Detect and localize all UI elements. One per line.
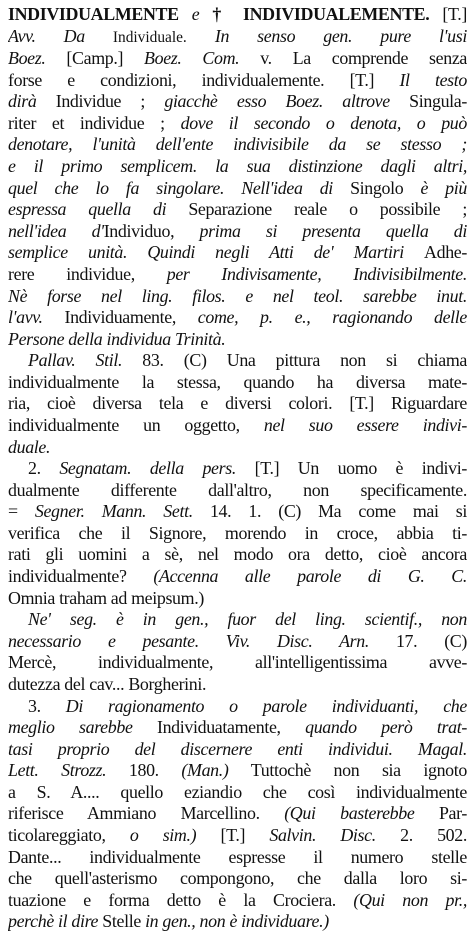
text-run: tuazione e forma detto è la Crociera. (8, 889, 354, 910)
text-line (8, 760, 467, 782)
text-line (8, 199, 467, 221)
text-line (8, 70, 467, 92)
text-run: Mercè, individualmente, all'intelligentissima avve- (8, 652, 467, 673)
text-run: = (8, 501, 35, 522)
text-run: INDIVIDUALMENTE (8, 4, 179, 24)
text-run: dutezza del cav... Borgherini. (8, 673, 207, 694)
text-run: Lett. Strozz. (8, 760, 107, 781)
text-line (8, 674, 467, 696)
text-line (8, 480, 467, 502)
text-line (8, 458, 467, 480)
text-run: [T.] (196, 824, 270, 845)
text-line (8, 825, 467, 847)
text-line (8, 890, 467, 912)
text-run: individualmente un oggetto, (8, 414, 264, 435)
text-run: Separazione reale o possibile ; (188, 199, 467, 220)
text-run: necessario e pesante. Viv. Disc. Arn. (8, 630, 369, 651)
text-run: (Man.) (181, 760, 229, 781)
text-line (8, 415, 467, 437)
text-line (8, 221, 467, 243)
text-line (8, 696, 467, 718)
text-run: [T.] (429, 4, 467, 24)
text-line (8, 652, 467, 674)
entry-paragraph (8, 696, 467, 933)
text-run: Individuale. (112, 28, 187, 46)
text-run: o sim.) (129, 824, 197, 845)
text-line (8, 113, 467, 135)
text-run: Individuatamente, (156, 717, 306, 738)
text-run: † INDIVIDUALEMENTE. (212, 4, 430, 24)
text-run: 2. (28, 458, 60, 479)
text-line (8, 437, 467, 459)
text-run: Boez. Com. (144, 48, 240, 69)
text-run: dove il secondo o denota, o può (180, 112, 467, 133)
text-line (8, 4, 467, 26)
text-line (8, 156, 467, 178)
text-run: Omnia traham ad meipsum.) (8, 587, 204, 608)
text-run: Ne' seg. è in gen., fuor del ling. scientif., non (28, 609, 467, 630)
text-line (8, 393, 467, 415)
text-run: semplice unità. Quindi negli Atti de' Martiri (8, 242, 425, 263)
text-run: Dante... individualmente espresse il numero stelle (8, 846, 467, 867)
text-run: individualmente? (8, 566, 154, 587)
text-line (8, 868, 467, 890)
text-run: rati gli uomini a sè, nel modo ora detto, cioè ancora (8, 544, 467, 565)
text-run: 3. (28, 695, 66, 716)
text-run: quel che lo fa singolare. Nell'idea di (8, 177, 351, 198)
text-run: perchè il dire (8, 911, 103, 932)
text-run: Boez. (8, 48, 46, 69)
text-run: riferisce Ammiano Marcellino. (8, 803, 285, 824)
text-run: denotare, l'unità dell'ente indivisibile da se stesso ; (8, 134, 467, 155)
entry-paragraph (8, 4, 467, 350)
text-run: Stelle (102, 911, 146, 932)
text-run: Il testo (399, 69, 467, 90)
text-run: Di ragionamento o parole individuanti, che (65, 695, 467, 716)
text-line (8, 242, 467, 264)
text-run: (Accenna alle parole di G. C. (153, 566, 467, 587)
text-run: ticolareggiato, (8, 824, 130, 845)
text-run: è più (420, 177, 467, 198)
text-run: rere individue, (8, 263, 167, 284)
text-run: l'avv. (8, 307, 65, 328)
text-run: riter et individue ; (8, 112, 181, 133)
text-run: Avv. Da (8, 25, 113, 46)
text-run: in gen., non è individuare.) (145, 911, 329, 932)
text-run: e il primo semplicem. la sua distinzione dagli altri, (8, 156, 467, 177)
text-run: dirà (8, 91, 56, 112)
text-run: individualmente la stessa, quando ha diversa mate- (8, 371, 467, 392)
text-run: verifica che il Signore, morendo in croce, abbia ti- (8, 522, 467, 543)
text-line (8, 501, 467, 523)
text-run: quando però trat- (305, 717, 467, 738)
entry-paragraph (8, 609, 467, 695)
text-line (8, 286, 467, 308)
text-run: Individuo, (103, 220, 200, 241)
text-run: Individue ; (55, 91, 165, 112)
text-line (8, 847, 467, 869)
text-run: [T.] Un uomo è indivi- (235, 458, 467, 479)
text-run: Persone della individua Trinità. (8, 328, 226, 349)
text-line (8, 717, 467, 739)
text-line (8, 48, 467, 70)
text-run: Tuttochè non sia ignoto (228, 760, 467, 781)
text-run: 180. (106, 760, 182, 781)
text-run: tasi proprio del discernere enti individui. Magal. (8, 738, 467, 759)
text-line (8, 782, 467, 804)
dictionary-entry (8, 4, 467, 933)
text-run: nel suo essere indivi- (263, 414, 467, 435)
text-line (8, 350, 467, 372)
text-run: ria, cioè diversa tela e diversi colori. [T.] Riguardare (8, 393, 467, 414)
text-line (8, 631, 467, 653)
text-run: Adhe- (424, 242, 467, 263)
text-run: (Qui non pr., (353, 889, 467, 910)
text-line (8, 739, 467, 761)
text-run: dualmente differente dall'altro, non specificamente. (8, 479, 467, 500)
text-run: Par- (438, 803, 467, 824)
text-run: (Qui basterebbe (284, 803, 439, 824)
text-line (8, 566, 467, 588)
text-run: Nè forse nel ling. filos. e nel teol. sarebbe inut. (8, 285, 467, 306)
text-line (8, 803, 467, 825)
text-line (8, 26, 467, 49)
text-run: 14. 1. (C) Ma come mai si (192, 501, 467, 522)
text-run: duale. (8, 436, 51, 457)
text-line (8, 372, 467, 394)
text-line (8, 91, 467, 113)
entry-paragraph (8, 458, 467, 609)
text-run: prima si presenta quella di (199, 220, 467, 241)
text-run: Individuamente, (64, 307, 198, 328)
text-run: a S. A.... quello eziandio che così individualmente (8, 781, 467, 802)
text-run: forse e condizioni, individualemente. [T.] (8, 69, 400, 90)
text-run: Salvin. Disc. (269, 824, 376, 845)
text-line (8, 264, 467, 286)
text-line (8, 178, 467, 200)
text-run: 83. (C) Una pittura non si chiama (122, 350, 467, 371)
text-run: nell'idea d' (8, 220, 104, 241)
text-run: Singula- (389, 91, 467, 112)
text-line (8, 544, 467, 566)
text-line (8, 307, 467, 329)
text-run: che quell'asterismo compongono, che dalla loro si- (8, 868, 467, 889)
text-run: giacchè esso Boez. altrove (164, 91, 390, 112)
text-line (8, 609, 467, 631)
text-line (8, 134, 467, 156)
text-run: Singolo (350, 177, 421, 198)
text-run: In senso gen. pure l'usi (186, 25, 467, 46)
text-run: Pallav. Stil. (28, 350, 123, 371)
text-run: meglio sarebbe (8, 717, 157, 738)
text-line (8, 329, 467, 351)
entry-paragraph (8, 350, 467, 458)
text-run: Segner. Mann. Sett. (34, 501, 193, 522)
text-run: espressa quella di (8, 199, 189, 220)
text-run: [Camp.] (45, 48, 145, 69)
text-run: 2. 502. (375, 824, 467, 845)
text-line (8, 588, 467, 610)
text-line (8, 523, 467, 545)
text-run: 17. (C) (369, 630, 467, 651)
text-run: per Indivisamente, Indivisibilmente. (166, 263, 467, 284)
text-run: come, p. e., ragionando delle (197, 307, 467, 328)
text-run: v. La comprende senza (239, 48, 467, 69)
text-run: e (178, 4, 213, 24)
text-run: Segnatam. della pers. (59, 458, 236, 479)
